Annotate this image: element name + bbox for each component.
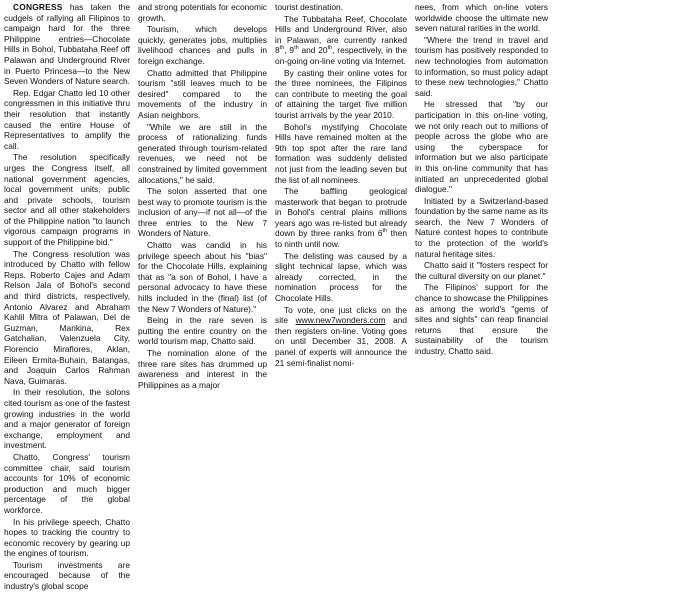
paragraph: and strong potentials for economic growth. xyxy=(138,2,267,23)
paragraph: Chatto admitted that Philippine tourism "still leaves much to be desired" compared to the movements of the industry in Asian neighbors. xyxy=(138,67,267,120)
paragraph-text: , 9 xyxy=(284,45,295,56)
article-columns xyxy=(4,2,697,592)
paragraph: tourist destination. xyxy=(275,2,343,12)
paragraph: Tourism, which develops quickly, generates jobs, multiplies livelihood chances and pulls in foreign exchange. xyxy=(138,24,267,66)
paragraph: In their resolution, the solons cited tourism as one of the fastest growing industries in the world and a major generator of foreign exchange, employment and investment. xyxy=(4,387,130,451)
website-link: www.new7wonders.com xyxy=(295,315,386,326)
article-column-4 xyxy=(415,2,548,592)
article-column-1 xyxy=(4,2,130,592)
paragraph: Bohol's mystifying Chocolate Hills have remained molten at the 9th top spot after the rare land formation was suddenly delisted not just from the leading seven but the list of all nominees. xyxy=(275,121,407,185)
paragraph: In his privilege speech, Chatto hopes to tracking the country to economic recovery by gearing up the engines of tourism. xyxy=(4,516,130,559)
superscript: th xyxy=(382,228,388,235)
paragraph: Chatto, Congress' tourism committee chair, said tourism accounts for 10% of economic production and much bigger percentage of the global workforce. xyxy=(4,451,130,515)
lead-word: CONGRESS xyxy=(13,2,63,12)
article-column-2 xyxy=(138,2,267,592)
paragraph: Tourism investments are encouraged because of the industry's global scope xyxy=(4,559,130,592)
paragraph: nees, from which on-line voters worldwide choose the ultimate new seven natural rarities in the world. xyxy=(415,2,548,34)
paragraph-text: has taken the cudgels of rallying all Filipinos to campaign hard for the three Philippine entries—Chocolate Hills in Bohol, Tubbataha Reef off Palawan and Underground River in Puerto Princesa—to the New Seven Wonders of Nature search. xyxy=(4,2,131,87)
superscript: th xyxy=(294,45,299,52)
paragraph: The solon asserted that one best way to promote tourism is the inclusion of any—if not all—of the three entries to the New 7 Wonders of Nature. xyxy=(138,186,267,239)
paragraph: The resolution specifically urges the Congress itself, all national government agencies, local government units, public and private schools, tourism sector and all other stakeholders of the Philippine nation "to launch vigorous campaign programs in support of the Philippine bid." xyxy=(4,152,130,248)
superscript: th xyxy=(279,45,285,52)
superscript: th xyxy=(327,45,333,52)
paragraph xyxy=(275,186,407,250)
paragraph-text: The Tubbataha Reef, Chocolate Hills and Underground River, also in Palawan, are currently ranked 8 xyxy=(275,13,407,56)
paragraph: The Congress resolution was introduced by Chatto with fellow Reps. Roberto Cajes and Adam Relson Jala of Bohol's second and third districts, respectively, Antonio Alvarez and Abraham Kahlil Mitra of Palawan, Del de Guzman, Marikina, Rex Gatchalian, Valenzuela City, Florencio Miraflores, Aklan, Eileen Ermita-Buhain, Batangas, and Joaquin Carlos Rahman Nava, Guimaras. xyxy=(4,248,130,386)
paragraph-text: , respectively, in the on-going on-line voting via Internet. xyxy=(275,45,407,66)
paragraph xyxy=(4,2,130,87)
paragraph-text: To vote, one just clicks on the site xyxy=(275,304,407,326)
paragraph: The Filipinos' support for the chance to showcase the Philippines as among the world's "gems of sites and sights" can reap financial returns that ensure the sustainability of the tourism industry, Chatto said. xyxy=(415,282,548,356)
paragraph-text: then to ninth until now. xyxy=(275,228,407,250)
article-column-3 xyxy=(275,2,407,592)
paragraph xyxy=(275,305,407,369)
paragraph xyxy=(275,14,407,67)
paragraph: Initiated by a Switzerland-based foundation by the same name as its search, the New 7 Wonders of Nature contest hopes to contribute to the protection of the world's natural heritage sites. xyxy=(415,195,548,259)
paragraph: The delisting was caused by a slight technical lapse, which was already corrected, in the nomination process for the Chocolate Hills. xyxy=(275,250,407,304)
paragraph: He stressed that "by our participation in this on-line voting, we not only reach out to millions of people across the globe who are using the cyberspace for information but we also participate in this on-line community that has initiated an unprecedented global dialogue." xyxy=(415,99,548,195)
paragraph-text: and then registers on-line. Voting goes on until December 31, 2008. A panel of experts will announce the 21 semi-finalist nomi- xyxy=(275,315,407,368)
paragraph: "Where the trend in travel and tourism has positively responded to new technologies from automation to information, so must policy adapt to these new technologies," Chatto said. xyxy=(415,34,548,98)
blank-column xyxy=(556,2,696,592)
paragraph-text: and 20 xyxy=(298,45,328,56)
paragraph: By casting their online votes for the three nominees, the Filipinos can contribute to meeting the goal of attaining the target five million tourist arrivals by the year 2010. xyxy=(275,67,407,120)
paragraph: Rep. Edgar Chatto led 10 other congressmen in this initiative thru their resolution that instantly caused the entire House of Representatives to amplify the call. xyxy=(4,87,130,151)
paragraph-text: The baffling geological masterwork that began to protrude in Bohol's central plains millions years ago was re-listed but already down by three ranks from 6 xyxy=(275,186,407,239)
paragraph: Being in the rare seven is putting the entire country on the world tourism map, Chatto said. xyxy=(138,315,267,347)
paragraph: Chatto said it "fosters respect for the cultural diversity on our planet." xyxy=(415,260,548,281)
paragraph: The nomination alone of the three rare sites has drummed up awareness and interest in the Philippines as a major xyxy=(138,348,267,390)
paragraph: "While we are still in the process of rationalizing funds generated through tourism-related revenues, we need not be constrained by limited government allocations," he said. xyxy=(138,121,267,185)
paragraph: Chatto was candid in his privilege speech about his "bias" for the Chocolate Hills, explaining that as "a son of Bohol, I have a personal advocacy to have these hills included in the (final) list (of the New 7 Wonders of Nature)." xyxy=(138,240,267,314)
